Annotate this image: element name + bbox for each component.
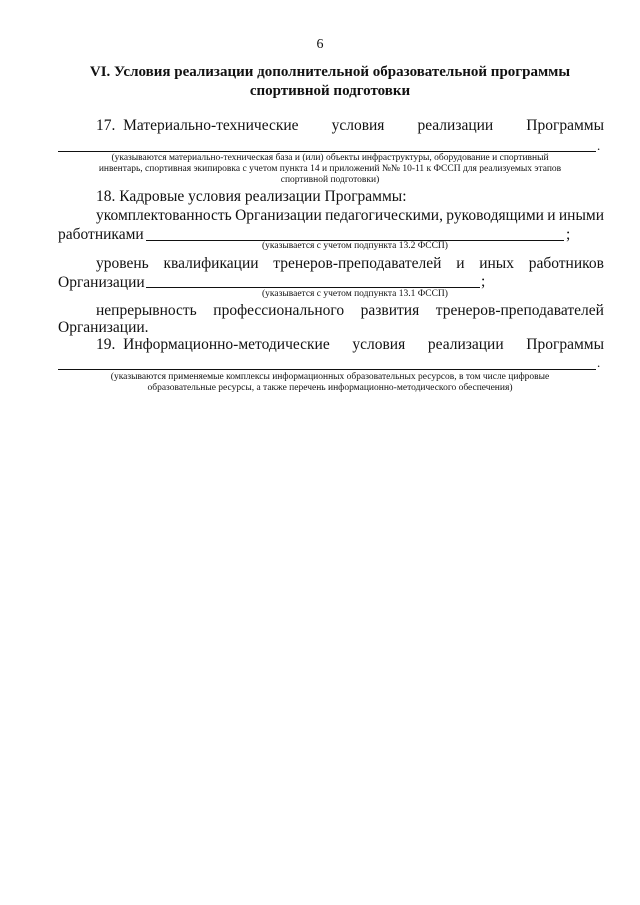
cont-word-3: развития (360, 302, 420, 319)
qual-note: (указывается с учетом подпункта 13.1 ФССП) (262, 289, 448, 299)
item18-heading: 18. Кадровые условия реализации Программы: (96, 188, 407, 205)
item17-note-line1: (указываются материально-техническая база и (или) объекты инфраструктуры, оборудование и спортивный (111, 153, 549, 163)
item17-note (80, 153, 580, 186)
item17-line (96, 117, 604, 135)
item19-note (80, 372, 580, 394)
item17-end-mark: . (597, 138, 601, 153)
item19-word2: условия (352, 336, 406, 353)
item19-word4: Программы (526, 336, 604, 353)
cont-word-2: профессионального (213, 302, 345, 319)
qual-word-3: тренеров-преподавателей (273, 255, 442, 272)
item17-note-line2: инвентарь, спортивная экипировка с учетом пункта 14 и приложений №№ 10-11 к ФССП для реализуемых этапов (98, 164, 562, 174)
item17-fill-line (58, 151, 596, 152)
staff-word-1: укомплектованность (96, 207, 232, 224)
item19-note-line1: (указываются применяемые комплексы информационных образовательных ресурсов, в том числе цифровые (110, 372, 550, 382)
item18-qual-line2: Организации (58, 274, 145, 291)
cont-word-4: тренеров-преподавателей (435, 302, 604, 319)
item19-fill-line (58, 369, 596, 370)
section-title-line1: VI. Условия реализации дополнительной образовательной программы (89, 64, 571, 80)
staff-word-6: иными (558, 207, 604, 224)
staff-word-5: и (547, 207, 556, 224)
qual-word-1: уровень (96, 255, 149, 272)
section-title-line2: спортивной подготовки (249, 83, 411, 99)
item19-number-and-word1: 19. Информационно-методические (96, 336, 330, 353)
qual-word-2: квалификации (163, 255, 259, 272)
cont-word-1: непрерывность (96, 302, 197, 319)
item18-staff-line1 (96, 207, 604, 225)
item17-note-line3: спортивной подготовки) (280, 175, 380, 185)
item17-word4: Программы (526, 117, 604, 134)
item18-cont-line1 (96, 302, 604, 320)
item19-note-line2: образовательные ресурсы, а также перечень информационно-методического обеспечения) (147, 383, 513, 393)
item17-number-and-word1: 17. Материально-технические (96, 117, 299, 134)
qual-fill-line (146, 287, 480, 288)
item18-cont-line2: Организации. (58, 319, 149, 336)
page-number: 6 (316, 37, 324, 52)
qual-word-6: работников (528, 255, 604, 272)
item18-staff-line2: работниками (58, 226, 144, 243)
staff-word-3: педагогическими, (325, 207, 443, 224)
item19-word3: реализации (427, 336, 504, 353)
staff-word-4: руководящими (446, 207, 544, 224)
item19-end-mark: . (597, 355, 601, 370)
qual-end-mark: ; (481, 273, 486, 290)
staff-end-mark: ; (566, 226, 571, 243)
qual-word-5: иных (479, 255, 514, 272)
qual-word-4: и (456, 255, 465, 272)
item17-word2: условия (331, 117, 385, 134)
staff-note: (указывается с учетом подпункта 13.2 ФССП) (262, 241, 448, 251)
item19-line (96, 336, 604, 354)
item18-qual-line1 (96, 255, 604, 273)
item17-word3: реализации (417, 117, 494, 134)
staff-word-2: Организации (235, 207, 322, 224)
